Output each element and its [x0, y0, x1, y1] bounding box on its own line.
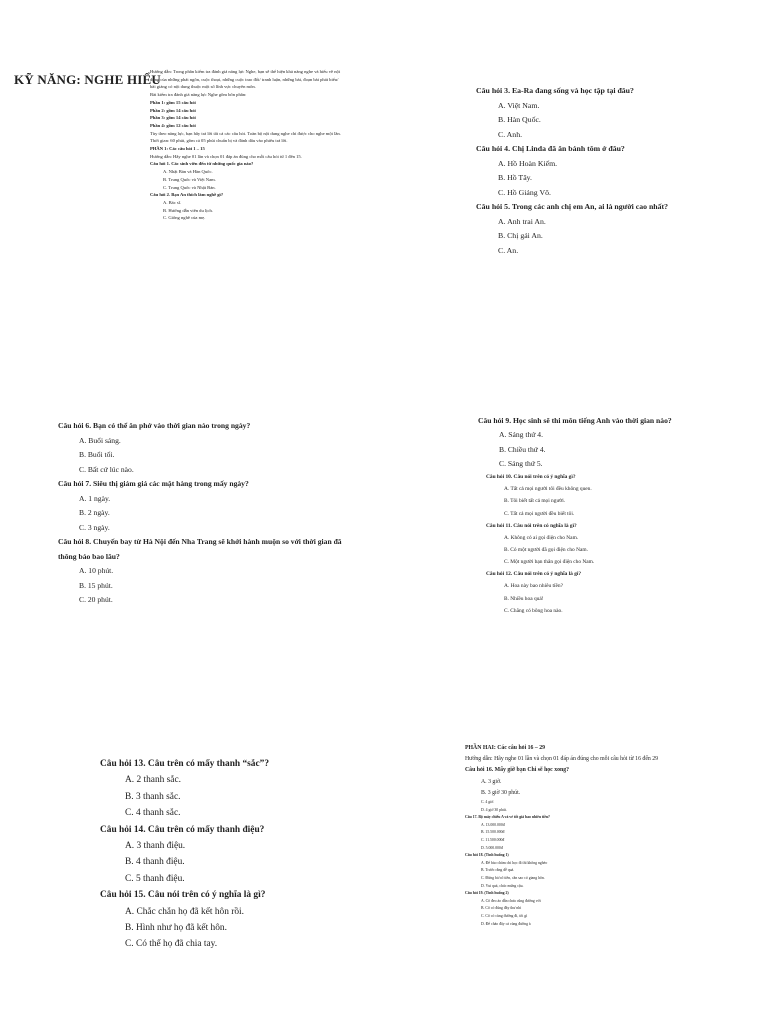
option: C. 5 thanh điệu. — [125, 873, 185, 884]
section-title: PHẦN 1: Các câu hỏi 1 – 15 — [150, 146, 205, 152]
option: A. Không có ai gọi điện cho Nam. — [504, 534, 579, 541]
intro-block — [150, 68, 345, 222]
intro-time: Thời gian: 60 phút, gồm cả 05 phút chuẩn bị và đánh dấu vào phiếu trả lời. — [150, 138, 288, 144]
option: A. 3 giờ. — [481, 778, 502, 785]
option: A. Cô đeo áo dẫn chưa cũng đường với — [481, 898, 541, 903]
question-3: Câu hỏi 3. Ea-Ra đang sống và học tập tại đâu? — [476, 86, 634, 95]
intro-part: Phần 3: gồm 14 câu hỏi — [150, 115, 196, 121]
option: B. 3 thanh sắc. — [125, 791, 181, 802]
option: C. Đừng bỏ/cố tiền, cần sao có giang hôn. — [481, 875, 545, 880]
option: A. Nhật Bản và Hàn Quốc. — [163, 169, 213, 175]
option: B. Hướng dẫn viên du lịch. — [163, 207, 213, 213]
option: B. Hồ Tây. — [498, 173, 533, 182]
option: C. Trung Quốc và Nhật Bản. — [163, 184, 216, 190]
questions-13-15 — [100, 756, 350, 953]
question-12: Câu hỏi 12. Câu nói trên có ý nghĩa là gì? — [486, 571, 582, 578]
option: A. 13.000.000đ — [481, 822, 505, 827]
intro-note: Tùy theo năng lực, bạn hãy trả lời tất cả các câu hỏi. Toàn bộ nội dung nghe chỉ được cho nghe một lần. — [150, 130, 341, 136]
option: C. Tất cả mọi người đều biết tôi. — [504, 510, 575, 517]
option: C. 4 thanh sắc. — [125, 808, 181, 819]
section-guide: Hướng dẫn: Hãy nghe 01 lần và chọn 01 đáp án đúng cho mỗi câu hỏi từ 16 đến 29 — [465, 756, 659, 763]
option: B. 15 phút. — [79, 580, 113, 590]
option: A. Sáng thứ 4. — [499, 430, 543, 440]
intro-structure: Bài kiểm tra đánh giá năng lực Nghe gồm bốn phần: — [150, 92, 247, 98]
option: A. Việt Nam. — [498, 100, 540, 110]
question-6: Câu hỏi 6. Bạn có thể ăn phở vào thời gian nào trong ngày? — [58, 421, 251, 430]
intro-part: Phần 1: gồm 15 câu hỏi — [150, 99, 196, 105]
option: B. Hàn Quốc. — [498, 115, 541, 124]
option: A. Để bảo chăm chỉ học đi thì không nghèo — [481, 860, 548, 865]
option: C. 20 phút. — [79, 595, 113, 604]
option: A. 3 thanh điệu. — [125, 841, 186, 852]
option: D. 4 giờ 30 phút. — [481, 807, 507, 812]
option: A. Chắc chắn họ đã kết hôn rồi. — [125, 906, 244, 917]
option: B. 4 thanh điệu. — [125, 857, 185, 868]
question-17: Câu 17. Bộ máy chiếu A và vé tốt giá bao nhiêu tiền? — [465, 815, 550, 820]
option: A. 2 thanh sắc. — [125, 775, 181, 786]
question-19: Câu hỏi 19. (Tình huống 2) — [465, 891, 509, 896]
question-15: Câu hỏi 15. Câu nói trên có ý nghĩa là gì? — [100, 890, 266, 901]
question-13: Câu hỏi 13. Câu trên có mấy thanh “sắc”? — [100, 759, 270, 769]
question-2: Câu hỏi 2. Bạn An thích làm nghề gì? — [150, 192, 224, 198]
option: C. 11.500.000đ — [481, 837, 505, 842]
option: B. Buổi tối. — [79, 450, 115, 459]
intro-part: Phần 2: gồm 14 câu hỏi — [150, 107, 196, 113]
option: B. Tôi biết tất cả mọi người. — [504, 498, 566, 505]
option: C. Chẳng có bông hoa nào. — [504, 607, 563, 614]
option: B. Nhiều hoa quá! — [504, 595, 544, 602]
option: B. Trung Quốc và Việt Nam. — [163, 176, 216, 182]
questions-9-12 — [478, 414, 718, 617]
question-9: Câu hỏi 9. Học sinh sẽ thi môn tiếng Anh vào thời gian nào? — [478, 416, 672, 425]
question-16: Câu hỏi 16. Mấy giờ bạn Chi sẽ học xong? — [465, 767, 570, 774]
option: B. Hình như họ đã kết hôn. — [125, 923, 227, 934]
option: A. Hoa này bao nhiêu tiền? — [504, 583, 563, 590]
option: C. 4 giờ. — [481, 800, 495, 805]
question-8: Câu hỏi 8. Chuyến bay từ Hà Nội đến Nha Trang sẽ khởi hành muộn so với thời gian đã thông báo bao lâu? — [58, 537, 342, 561]
option: C. Một người bạn thân gọi điện cho Nam. — [504, 559, 595, 566]
option: C. An. — [498, 245, 519, 255]
option: C. Anh. — [498, 129, 523, 139]
option: B. Trước rằng dễ quá. — [481, 868, 515, 873]
option: B. Cô có đúng đây thư nhỉ — [481, 906, 522, 911]
option: B. Chiều thứ 4. — [499, 444, 546, 454]
option: C. 3 ngày. — [79, 522, 110, 532]
intro-part: Phần 4: gồm 12 câu hỏi — [150, 122, 196, 128]
question-7: Câu hỏi 7. Siêu thị giảm giá các mặt hàng trong mấy ngày? — [58, 479, 249, 488]
question-5: Câu hỏi 5. Trong các anh chị em An, ai là người cao nhất? — [476, 202, 669, 211]
option: D. Để chào đấy cả cùng đường à — [481, 921, 531, 926]
option: A. Bác sĩ. — [163, 199, 182, 205]
option: B. 15.500.000đ — [481, 830, 505, 835]
option: A. Buổi sáng. — [79, 435, 121, 445]
option: A. Hồ Hoàn Kiếm. — [498, 158, 558, 168]
option: B. 3 giờ 30 phút. — [481, 789, 521, 796]
questions-6-8 — [58, 419, 358, 608]
questions-3-5 — [476, 84, 716, 258]
option: A. 1 ngày. — [79, 493, 111, 503]
option: D. Vui quá, chúc mừng cậu. — [481, 883, 524, 888]
option: C. Sáng thứ 5. — [499, 458, 543, 468]
section-guide: Hướng dẫn: Hãy nghe 01 lần và chọn 01 đáp án đúng cho mỗi câu hỏi từ 1 đến 15. — [150, 153, 302, 159]
option: C. Bất cứ lúc nào. — [79, 464, 134, 474]
option: B. Chị gái An. — [498, 231, 543, 240]
question-14: Câu hỏi 14. Câu trên có mấy thanh điệu? — [100, 824, 265, 835]
option: B. 2 ngày. — [79, 508, 110, 517]
question-10: Câu hỏi 10. Câu nói trên có ý nghĩa gì? — [486, 474, 576, 481]
option: D. 5.000.000đ — [481, 845, 503, 850]
intro-guide: Hướng dẫn: Trong phần kiểm tra đánh giá năng lực Nghe, bạn sẽ thể hiện khả năng nghe và hiểu về nội dung của những phát ngôn, cuộc thoại, những cuộc trao đổi/ tranh luận, những bài, đoạn bài phát biểu/ bài giảng có nội dung thuộc một số lĩnh vực chuyên môn. — [150, 69, 341, 90]
option: C. Có thể họ đã chia tay. — [125, 939, 218, 950]
option: C. Cô có cùng đường đi, tôi gì — [481, 913, 528, 918]
option: A. 10 phút. — [79, 566, 114, 575]
question-18: Câu hỏi 18. (Tình huống 1) — [465, 853, 509, 858]
section-title: PHẦN HAI: Các câu hỏi 16 – 29 — [465, 745, 546, 751]
option: C. Giống nghề của mẹ. — [163, 215, 206, 221]
part-two-block — [465, 743, 695, 928]
option: A. Anh trai An. — [498, 216, 546, 226]
question-4: Câu hỏi 4. Chị Linda đã ăn bánh tôm ở đâu? — [476, 144, 625, 153]
option: C. Hồ Giảng Võ. — [498, 187, 551, 197]
option: A. Tất cả mọi người tôi đều không quen. — [504, 486, 592, 493]
option: B. Có một người đã gọi điện cho Nam. — [504, 547, 588, 553]
page-title: KỸ NĂNG: NGHE HIỂU — [14, 72, 161, 87]
question-11: Câu hỏi 11. Câu nói trên có nghĩa là gì? — [486, 522, 577, 529]
question-1: Câu hỏi 1. Các sinh viên đến từ những quốc gia nào? — [150, 161, 254, 167]
